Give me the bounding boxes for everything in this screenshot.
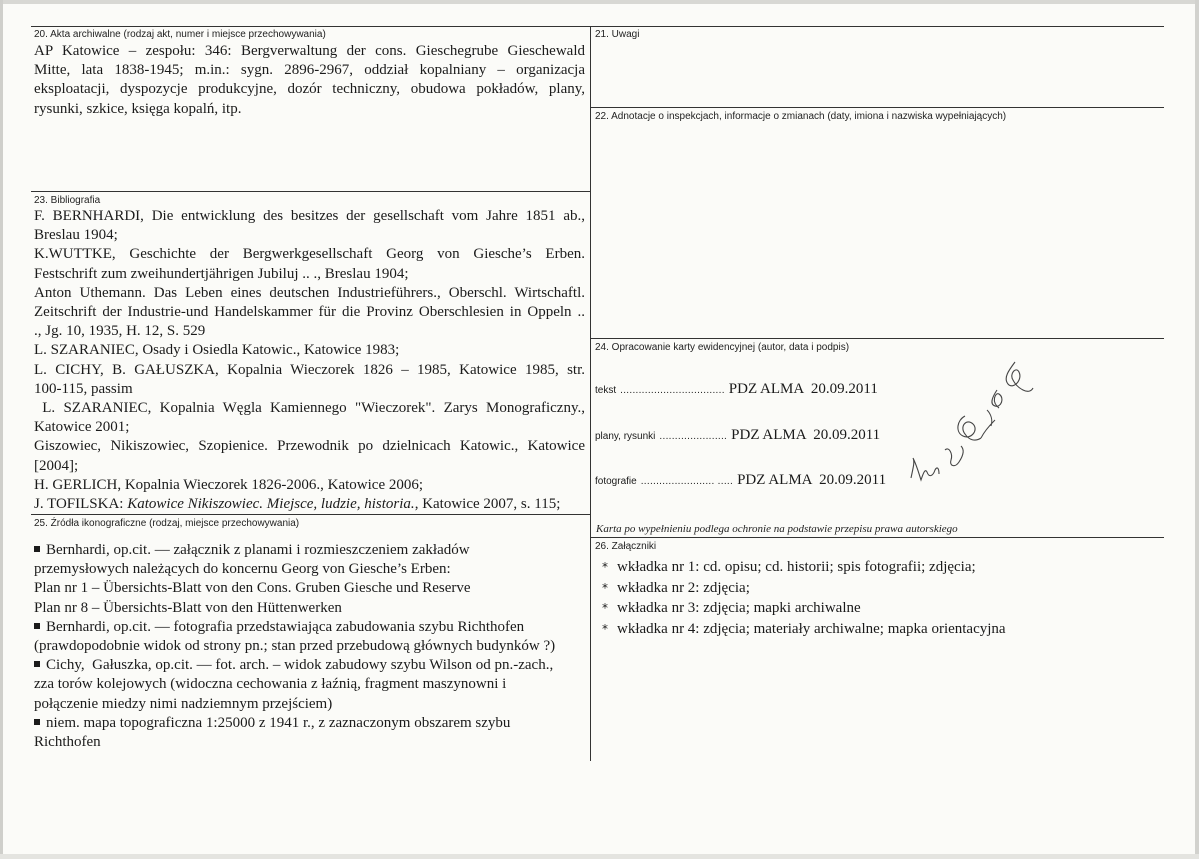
section-26-label: 26. Załączniki (595, 541, 657, 552)
iconography-item (34, 618, 585, 656)
bibliography-line: Giszowiec, Nikiszowiec, Szopienice. Przewodnik po dzielnicach Katowic., Katowice (34, 438, 585, 455)
copyright-note: Karta po wypełnieniu podlega ochronie na podstawie przepisu prawa autorskiego (596, 523, 958, 535)
bibliography-last-prefix: J. TOFILSKA: (34, 496, 128, 513)
bibliography-line: K.WUTTKE, Geschichte der Bergwerkgesellschaft Georg von Giesche’s Erben. (34, 246, 585, 263)
rule-24-26 (590, 537, 1164, 538)
asterisk-icon: * (602, 580, 608, 595)
rule-20-23 (31, 191, 590, 192)
bibliography-line: ., Jg. 10, 1935, H. 12, S. 529 (34, 323, 206, 340)
top-rule (31, 26, 1164, 27)
author-row-dots: .................................. (620, 385, 725, 396)
attachment-item (593, 578, 1183, 599)
section-20-line: AP Katowice – zespołu: 346: Bergverwaltung der cons. Gieschegrube Gieschewald (34, 43, 585, 59)
iconography-item (34, 656, 585, 714)
author-row-dots: ...................... (659, 431, 728, 442)
attachment-item (593, 557, 1183, 578)
section-20-line: rysunki, szkice, księga kopalń, itp. (34, 100, 242, 117)
attachment-item (593, 619, 1183, 640)
author-row-value: PDZ ALMA 20.09.2011 (728, 381, 878, 397)
author-row-value: PDZ ALMA 20.09.2011 (731, 427, 881, 443)
iconography-list (34, 541, 585, 752)
iconography-text: Cichy, Gałuszka, op.cit. — fot. arch. – widok zabudowy szybu Wilson od pn.-zach., (46, 657, 554, 674)
iconography-line (34, 541, 585, 560)
bibliography-line: Katowice 2001; (34, 419, 130, 436)
iconography-line: (prawdopodobnie widok od strony pn.; stan przed przebudową głównych budynków ?) (34, 638, 556, 655)
iconography-text: niem. mapa topograficzna 1:25000 z 1941 r., z zaznaczonym obszarem szybu (46, 714, 511, 731)
author-row-label: tekst (595, 385, 617, 396)
bibliography-list (34, 207, 585, 514)
section-24-label: 24. Opracowanie karty ewidencyjnej (autor, data i podpis) (595, 342, 850, 353)
bibliography-line: F. BERNHARDI, Die entwicklung des besitzes der gesellschaft vom Jahre 1851 ab., (34, 208, 585, 224)
iconography-text: Bernhardi, op.cit. — załącznik z planami i rozmieszczeniem zakładów (46, 542, 470, 558)
scan-edge-left (0, 0, 3, 859)
author-row-text (595, 380, 878, 398)
square-bullet-icon (34, 546, 40, 552)
section-20-line: Mitte, lata 1838-1945; m.in.: sygn. 2896-2967, oddział kopalniany – organizacja (34, 62, 585, 79)
bibliography-line: L. SZARANIEC, Kopalnia Węgla Kamiennego "Wieczorek". Zarys Monograficzny., (34, 400, 585, 417)
iconography-item (34, 541, 585, 618)
asterisk-icon: * (602, 601, 608, 615)
attachments-list (593, 557, 1183, 639)
author-row-plans (595, 426, 880, 444)
iconography-line (34, 618, 585, 637)
iconography-text: Bernhardi, op.cit. — fotografia przedstawiająca zabudowania szybu Richthofen (46, 618, 525, 635)
section-23-label: 23. Bibliografia (34, 195, 101, 206)
rule-21-22 (590, 107, 1164, 108)
scan-edge-right (1195, 0, 1199, 859)
iconography-line: połączenie miedzy nimi nadziemnym przejściem) (34, 695, 333, 712)
bibliography-last-suffix: , Katowice 2007, s. 115; (414, 496, 561, 513)
iconography-line: zza torów kolejowych (widoczna cechowania z łaźnią, fragment maszynowni i (34, 676, 507, 693)
section-20-label: 20. Akta archiwalne (rodzaj akt, numer i miejsce przechowywania) (34, 29, 326, 40)
bibliography-line: H. GERLICH, Kopalnia Wieczorek 1826-2006., Katowice 2006; (34, 476, 424, 493)
asterisk-icon: * (602, 621, 608, 636)
bibliography-line: [2004]; (34, 457, 79, 474)
attachment-text: wkładka nr 4: zdjęcia; materiały archiwalne; mapka orientacyjna (617, 620, 1006, 637)
attachment-item (593, 598, 1183, 619)
scan-edge-top (0, 0, 1199, 4)
section-20-body (34, 42, 585, 119)
author-row-value: PDZ ALMA 20.09.2011 (737, 472, 887, 488)
attachment-text: wkładka nr 3: zdjęcia; mapki archiwalne (617, 600, 861, 616)
iconography-line: Plan nr 1 – Übersichts-Blatt von den Cons. Gruben Giesche und Reserve (34, 580, 471, 597)
author-row-photos (595, 471, 886, 489)
square-bullet-icon (34, 623, 40, 629)
iconography-line: Richthofen (34, 734, 101, 751)
iconography-line (34, 656, 585, 675)
iconography-line: przemysłowych należących do koncernu Georg von Giesche’s Erben: (34, 561, 451, 578)
square-bullet-icon (34, 719, 40, 725)
section-22-label: 22. Adnotacje o inspekcjach, informacje o zmianach (daty, imiona i nazwiska wypełniających) (595, 111, 1007, 122)
section-20-line: eksploatacji, dyspozycje produkcyjne, dozór techniczny, obudowa pokładów, plany, (34, 81, 585, 98)
asterisk-icon: * (602, 560, 608, 574)
bibliography-line-last (34, 495, 585, 514)
center-rule (590, 26, 591, 761)
iconography-line (34, 714, 585, 733)
section-21-label: 21. Uwagi (595, 29, 640, 40)
bibliography-line: L. CICHY, B. GAŁUSZKA, Kopalnia Wieczorek 1826 – 1985, Katowice 1985, str. (34, 361, 585, 378)
iconography-line: Plan nr 8 – Übersichts-Blatt von den Hüttenwerken (34, 599, 342, 616)
author-row-dots: ........................ ..... (640, 476, 734, 487)
author-row-label: fotografie (595, 476, 637, 487)
rule-22-24 (590, 338, 1164, 339)
bibliography-line: Festschrift zum zweihundertjährigen Jubiluj .. ., Breslau 1904; (34, 265, 409, 282)
iconography-item (34, 714, 585, 752)
bibliography-line: Zeitschrift der Industrie-und Handelskammer für die Provinz Oberschlesien in Oppeln .. (34, 304, 585, 321)
bibliography-line: Breslau 1904; (34, 227, 118, 244)
bibliography-line: L. SZARANIEC, Osady i Osiedla Katowic., Katowice 1983; (34, 342, 400, 359)
bibliography-line: Anton Uthemann. Das Leben eines deutschen Industrieführers., Oberschl. Wirtschaftl. (34, 284, 585, 301)
bibliography-line: 100-115, passim (34, 380, 133, 397)
bibliography-last-title: Katowice Nikiszowiec. Miejsce, ludzie, historia. (127, 496, 415, 513)
scan-edge-bottom (0, 854, 1199, 859)
author-row-label: plany, rysunki (595, 431, 656, 442)
section-25-label: 25. Źródła ikonograficzne (rodzaj, miejsce przechowywania) (34, 518, 300, 529)
attachment-text: wkładka nr 1: cd. opisu; cd. historii; spis fotografii; zdjęcia; (617, 559, 976, 575)
attachment-text: wkładka nr 2: zdjęcia; (617, 579, 750, 596)
handwritten-signature (905, 350, 1045, 500)
square-bullet-icon (34, 661, 40, 667)
